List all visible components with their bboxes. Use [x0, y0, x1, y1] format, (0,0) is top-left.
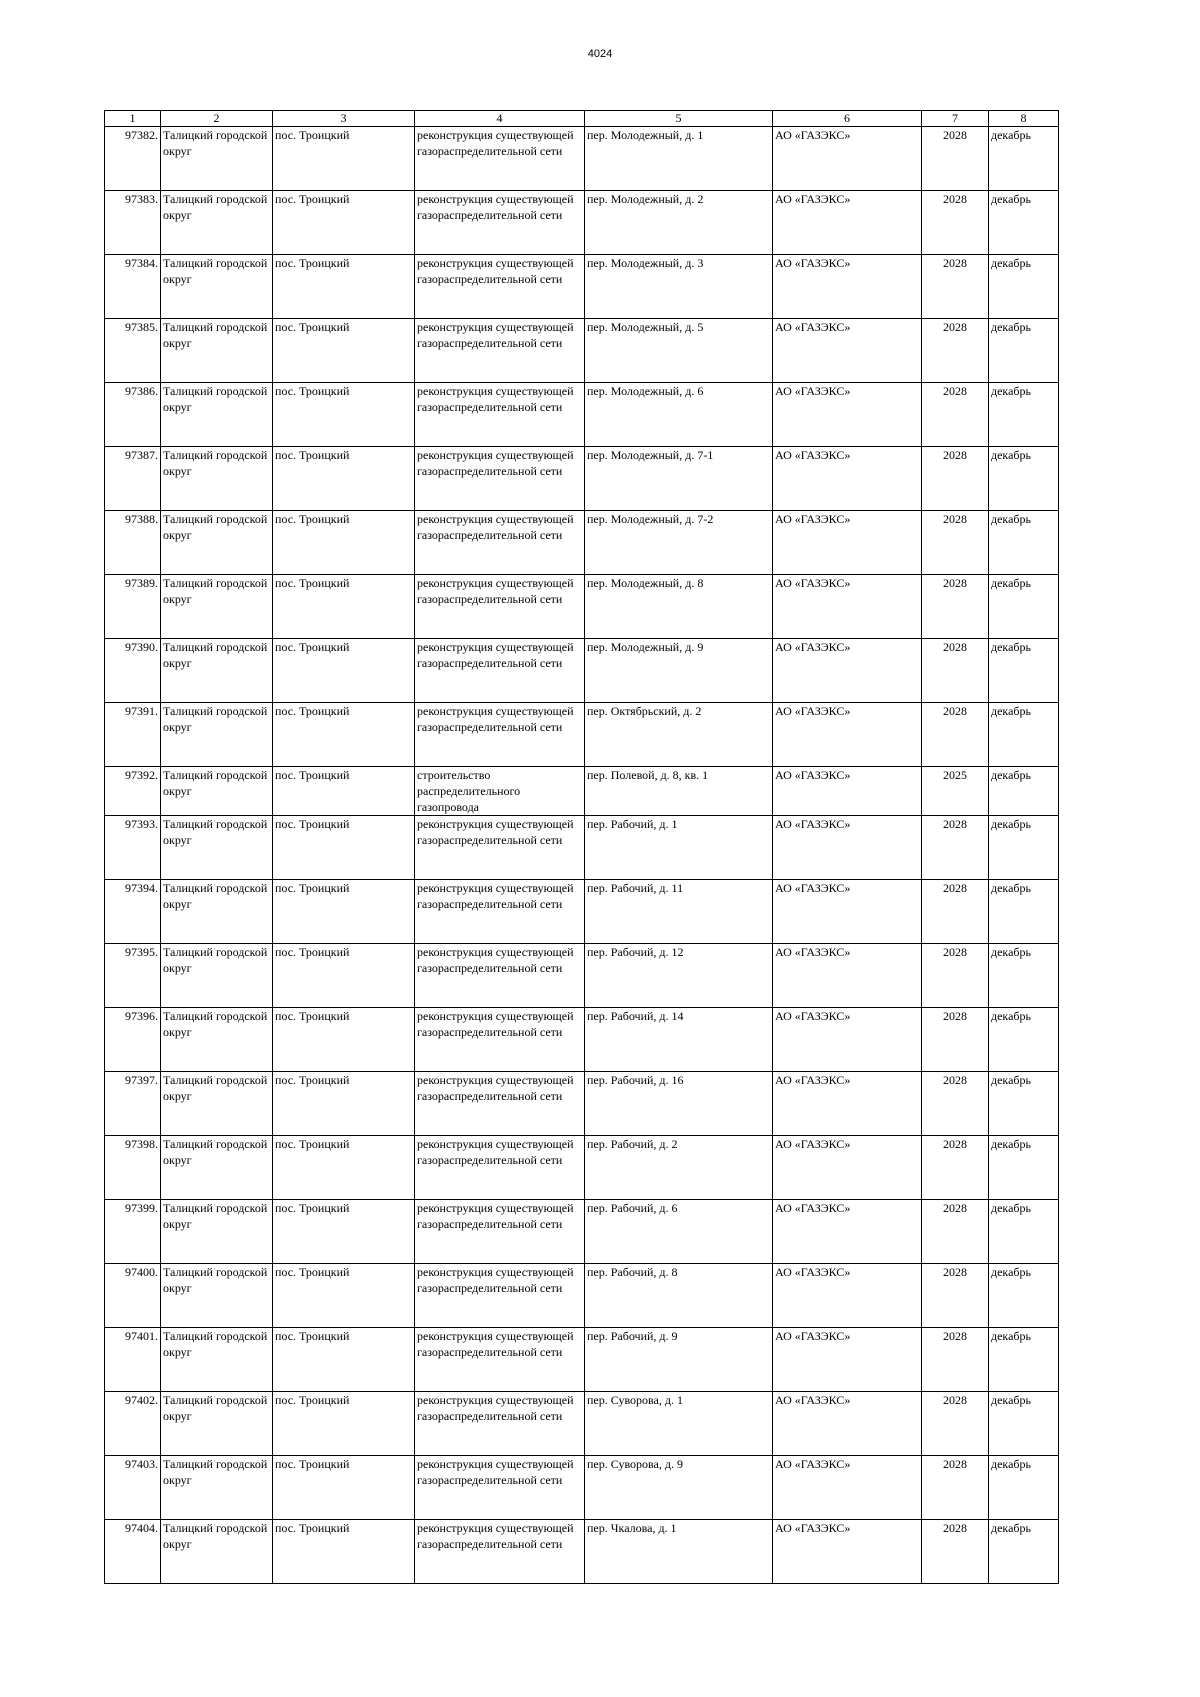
table-row [105, 880, 1059, 944]
work-type-cell: реконструкция существующей газораспределительной сети [415, 1520, 585, 1584]
row-number-cell: 97385. [105, 319, 161, 383]
row-number-cell: 97402. [105, 1392, 161, 1456]
month-cell: декабрь [989, 1456, 1059, 1520]
month-cell: декабрь [989, 1136, 1059, 1200]
table-row [105, 1136, 1059, 1200]
organization-cell: АО «ГАЗЭКС» [773, 127, 922, 191]
district-cell: Талицкий городской округ [161, 944, 273, 1008]
address-cell: пер. Молодежный, д. 3 [585, 255, 773, 319]
address-cell: пер. Полевой, д. 8, кв. 1 [585, 767, 773, 816]
locality-cell: пос. Троицкий [273, 1072, 415, 1136]
work-type-cell: реконструкция существующей газораспределительной сети [415, 880, 585, 944]
district-cell: Талицкий городской округ [161, 880, 273, 944]
organization-cell: АО «ГАЗЭКС» [773, 767, 922, 816]
work-type-cell: реконструкция существующей газораспределительной сети [415, 639, 585, 703]
row-number-cell: 97395. [105, 944, 161, 1008]
work-type-cell: реконструкция существующей газораспределительной сети [415, 191, 585, 255]
table-row [105, 639, 1059, 703]
address-cell: пер. Молодежный, д. 6 [585, 383, 773, 447]
year-cell: 2028 [922, 319, 989, 383]
column-header: 4 [415, 111, 585, 127]
month-cell: декабрь [989, 1008, 1059, 1072]
month-cell: декабрь [989, 767, 1059, 816]
table-body [105, 127, 1059, 1584]
locality-cell: пос. Троицкий [273, 944, 415, 1008]
table-row [105, 1200, 1059, 1264]
table-row [105, 1328, 1059, 1392]
organization-cell: АО «ГАЗЭКС» [773, 1200, 922, 1264]
district-cell: Талицкий городской округ [161, 639, 273, 703]
work-type-cell: реконструкция существующей газораспределительной сети [415, 127, 585, 191]
month-cell: декабрь [989, 880, 1059, 944]
table-row [105, 383, 1059, 447]
address-cell: пер. Октябрьский, д. 2 [585, 703, 773, 767]
year-cell: 2028 [922, 1264, 989, 1328]
district-cell: Талицкий городской округ [161, 1200, 273, 1264]
year-cell: 2028 [922, 703, 989, 767]
row-number-cell: 97394. [105, 880, 161, 944]
organization-cell: АО «ГАЗЭКС» [773, 1328, 922, 1392]
year-cell: 2028 [922, 880, 989, 944]
locality-cell: пос. Троицкий [273, 639, 415, 703]
address-cell: пер. Молодежный, д. 8 [585, 575, 773, 639]
work-type-cell: реконструкция существующей газораспределительной сети [415, 255, 585, 319]
month-cell: декабрь [989, 1072, 1059, 1136]
district-cell: Талицкий городской округ [161, 1072, 273, 1136]
row-number-cell: 97386. [105, 383, 161, 447]
district-cell: Талицкий городской округ [161, 255, 273, 319]
organization-cell: АО «ГАЗЭКС» [773, 511, 922, 575]
year-cell: 2028 [922, 1456, 989, 1520]
page-number: 4024 [587, 48, 613, 60]
month-cell: декабрь [989, 575, 1059, 639]
organization-cell: АО «ГАЗЭКС» [773, 191, 922, 255]
address-cell: пер. Молодежный, д. 2 [585, 191, 773, 255]
locality-cell: пос. Троицкий [273, 1328, 415, 1392]
locality-cell: пос. Троицкий [273, 1008, 415, 1072]
month-cell: декабрь [989, 703, 1059, 767]
district-cell: Талицкий городской округ [161, 383, 273, 447]
district-cell: Талицкий городской округ [161, 191, 273, 255]
organization-cell: АО «ГАЗЭКС» [773, 447, 922, 511]
address-cell: пер. Рабочий, д. 8 [585, 1264, 773, 1328]
year-cell: 2028 [922, 511, 989, 575]
row-number-cell: 97389. [105, 575, 161, 639]
month-cell: декабрь [989, 319, 1059, 383]
organization-cell: АО «ГАЗЭКС» [773, 1008, 922, 1072]
month-cell: декабрь [989, 944, 1059, 1008]
year-cell: 2028 [922, 1200, 989, 1264]
row-number-cell: 97403. [105, 1456, 161, 1520]
organization-cell: АО «ГАЗЭКС» [773, 1392, 922, 1456]
district-cell: Талицкий городской округ [161, 127, 273, 191]
work-type-cell: реконструкция существующей газораспределительной сети [415, 319, 585, 383]
work-type-cell: реконструкция существующей газораспределительной сети [415, 1456, 585, 1520]
organization-cell: АО «ГАЗЭКС» [773, 1136, 922, 1200]
address-cell: пер. Молодежный, д. 1 [585, 127, 773, 191]
year-cell: 2028 [922, 944, 989, 1008]
address-cell: пер. Рабочий, д. 9 [585, 1328, 773, 1392]
row-number-cell: 97400. [105, 1264, 161, 1328]
column-header: 3 [273, 111, 415, 127]
address-cell: пер. Молодежный, д. 9 [585, 639, 773, 703]
row-number-cell: 97398. [105, 1136, 161, 1200]
locality-cell: пос. Троицкий [273, 767, 415, 816]
year-cell: 2028 [922, 1136, 989, 1200]
column-header: 7 [922, 111, 989, 127]
month-cell: декабрь [989, 255, 1059, 319]
year-cell: 2028 [922, 639, 989, 703]
address-cell: пер. Молодежный, д. 5 [585, 319, 773, 383]
year-cell: 2028 [922, 1072, 989, 1136]
organization-cell: АО «ГАЗЭКС» [773, 319, 922, 383]
work-type-cell: реконструкция существующей газораспределительной сети [415, 1008, 585, 1072]
row-number-cell: 97396. [105, 1008, 161, 1072]
address-cell: пер. Рабочий, д. 16 [585, 1072, 773, 1136]
locality-cell: пос. Троицкий [273, 1520, 415, 1584]
district-cell: Талицкий городской округ [161, 447, 273, 511]
table-row [105, 767, 1059, 816]
month-cell: декабрь [989, 127, 1059, 191]
organization-cell: АО «ГАЗЭКС» [773, 383, 922, 447]
work-type-cell: строительство распределительного газопровода [415, 767, 585, 816]
year-cell: 2028 [922, 447, 989, 511]
table-row [105, 575, 1059, 639]
month-cell: декабрь [989, 447, 1059, 511]
row-number-cell: 97393. [105, 816, 161, 880]
locality-cell: пос. Троицкий [273, 1392, 415, 1456]
table-row [105, 511, 1059, 575]
organization-cell: АО «ГАЗЭКС» [773, 575, 922, 639]
year-cell: 2028 [922, 1520, 989, 1584]
month-cell: декабрь [989, 1200, 1059, 1264]
work-type-cell: реконструкция существующей газораспределительной сети [415, 1136, 585, 1200]
month-cell: декабрь [989, 383, 1059, 447]
column-header: 5 [585, 111, 773, 127]
column-header: 1 [105, 111, 161, 127]
organization-cell: АО «ГАЗЭКС» [773, 1520, 922, 1584]
row-number-cell: 97401. [105, 1328, 161, 1392]
row-number-cell: 97399. [105, 1200, 161, 1264]
organization-cell: АО «ГАЗЭКС» [773, 255, 922, 319]
row-number-cell: 97392. [105, 767, 161, 816]
work-type-cell: реконструкция существующей газораспределительной сети [415, 447, 585, 511]
address-cell: пер. Молодежный, д. 7-1 [585, 447, 773, 511]
district-cell: Талицкий городской округ [161, 1520, 273, 1584]
organization-cell: АО «ГАЗЭКС» [773, 703, 922, 767]
locality-cell: пос. Троицкий [273, 127, 415, 191]
district-cell: Талицкий городской округ [161, 767, 273, 816]
locality-cell: пос. Троицкий [273, 447, 415, 511]
table-row [105, 816, 1059, 880]
locality-cell: пос. Троицкий [273, 383, 415, 447]
locality-cell: пос. Троицкий [273, 255, 415, 319]
year-cell: 2028 [922, 575, 989, 639]
address-cell: пер. Чкалова, д. 1 [585, 1520, 773, 1584]
locality-cell: пос. Троицкий [273, 1200, 415, 1264]
month-cell: декабрь [989, 816, 1059, 880]
organization-cell: АО «ГАЗЭКС» [773, 1264, 922, 1328]
column-header: 2 [161, 111, 273, 127]
table-row [105, 319, 1059, 383]
locality-cell: пос. Троицкий [273, 703, 415, 767]
work-type-cell: реконструкция существующей газораспределительной сети [415, 944, 585, 1008]
year-cell: 2025 [922, 767, 989, 816]
year-cell: 2028 [922, 1392, 989, 1456]
month-cell: декабрь [989, 1392, 1059, 1456]
month-cell: декабрь [989, 511, 1059, 575]
district-cell: Талицкий городской округ [161, 319, 273, 383]
column-header: 8 [989, 111, 1059, 127]
table-row [105, 1264, 1059, 1328]
locality-cell: пос. Троицкий [273, 191, 415, 255]
work-type-cell: реконструкция существующей газораспределительной сети [415, 703, 585, 767]
year-cell: 2028 [922, 127, 989, 191]
table-row [105, 1072, 1059, 1136]
organization-cell: АО «ГАЗЭКС» [773, 880, 922, 944]
locality-cell: пос. Троицкий [273, 1136, 415, 1200]
locality-cell: пос. Троицкий [273, 1264, 415, 1328]
address-cell: пер. Рабочий, д. 14 [585, 1008, 773, 1072]
table-row [105, 191, 1059, 255]
locality-cell: пос. Троицкий [273, 1456, 415, 1520]
address-cell: пер. Рабочий, д. 2 [585, 1136, 773, 1200]
column-header: 6 [773, 111, 922, 127]
district-cell: Талицкий городской округ [161, 1328, 273, 1392]
month-cell: декабрь [989, 1520, 1059, 1584]
month-cell: декабрь [989, 639, 1059, 703]
work-type-cell: реконструкция существующей газораспределительной сети [415, 1392, 585, 1456]
gasification-table [104, 110, 1059, 1584]
row-number-cell: 97384. [105, 255, 161, 319]
address-cell: пер. Рабочий, д. 1 [585, 816, 773, 880]
month-cell: декабрь [989, 1328, 1059, 1392]
address-cell: пер. Суворова, д. 1 [585, 1392, 773, 1456]
row-number-cell: 97382. [105, 127, 161, 191]
district-cell: Талицкий городской округ [161, 575, 273, 639]
table-row [105, 1392, 1059, 1456]
month-cell: декабрь [989, 1264, 1059, 1328]
locality-cell: пос. Троицкий [273, 816, 415, 880]
table-row [105, 255, 1059, 319]
locality-cell: пос. Троицкий [273, 880, 415, 944]
work-type-cell: реконструкция существующей газораспределительной сети [415, 1328, 585, 1392]
year-cell: 2028 [922, 191, 989, 255]
locality-cell: пос. Троицкий [273, 511, 415, 575]
organization-cell: АО «ГАЗЭКС» [773, 1072, 922, 1136]
district-cell: Талицкий городской округ [161, 1008, 273, 1072]
row-number-cell: 97387. [105, 447, 161, 511]
work-type-cell: реконструкция существующей газораспределительной сети [415, 575, 585, 639]
year-cell: 2028 [922, 816, 989, 880]
row-number-cell: 97390. [105, 639, 161, 703]
address-cell: пер. Рабочий, д. 11 [585, 880, 773, 944]
district-cell: Талицкий городской округ [161, 703, 273, 767]
work-type-cell: реконструкция существующей газораспределительной сети [415, 816, 585, 880]
year-cell: 2028 [922, 1328, 989, 1392]
district-cell: Талицкий городской округ [161, 1264, 273, 1328]
work-type-cell: реконструкция существующей газораспределительной сети [415, 383, 585, 447]
row-number-cell: 97383. [105, 191, 161, 255]
work-type-cell: реконструкция существующей газораспределительной сети [415, 1200, 585, 1264]
organization-cell: АО «ГАЗЭКС» [773, 944, 922, 1008]
row-number-cell: 97404. [105, 1520, 161, 1584]
table-row [105, 447, 1059, 511]
header-row [105, 111, 1059, 127]
table-row [105, 1008, 1059, 1072]
row-number-cell: 97388. [105, 511, 161, 575]
organization-cell: АО «ГАЗЭКС» [773, 816, 922, 880]
month-cell: декабрь [989, 191, 1059, 255]
table-row [105, 1456, 1059, 1520]
organization-cell: АО «ГАЗЭКС» [773, 639, 922, 703]
district-cell: Талицкий городской округ [161, 816, 273, 880]
locality-cell: пос. Троицкий [273, 319, 415, 383]
district-cell: Талицкий городской округ [161, 1456, 273, 1520]
address-cell: пер. Рабочий, д. 12 [585, 944, 773, 1008]
district-cell: Талицкий городской округ [161, 1136, 273, 1200]
address-cell: пер. Рабочий, д. 6 [585, 1200, 773, 1264]
address-cell: пер. Молодежный, д. 7-2 [585, 511, 773, 575]
organization-cell: АО «ГАЗЭКС» [773, 1456, 922, 1520]
table-row [105, 703, 1059, 767]
row-number-cell: 97397. [105, 1072, 161, 1136]
address-cell: пер. Суворова, д. 9 [585, 1456, 773, 1520]
year-cell: 2028 [922, 1008, 989, 1072]
table-row [105, 127, 1059, 191]
year-cell: 2028 [922, 383, 989, 447]
table-row [105, 1520, 1059, 1584]
district-cell: Талицкий городской округ [161, 1392, 273, 1456]
work-type-cell: реконструкция существующей газораспределительной сети [415, 1072, 585, 1136]
year-cell: 2028 [922, 255, 989, 319]
work-type-cell: реконструкция существующей газораспределительной сети [415, 1264, 585, 1328]
row-number-cell: 97391. [105, 703, 161, 767]
work-type-cell: реконструкция существующей газораспределительной сети [415, 511, 585, 575]
locality-cell: пос. Троицкий [273, 575, 415, 639]
district-cell: Талицкий городской округ [161, 511, 273, 575]
table-row [105, 944, 1059, 1008]
